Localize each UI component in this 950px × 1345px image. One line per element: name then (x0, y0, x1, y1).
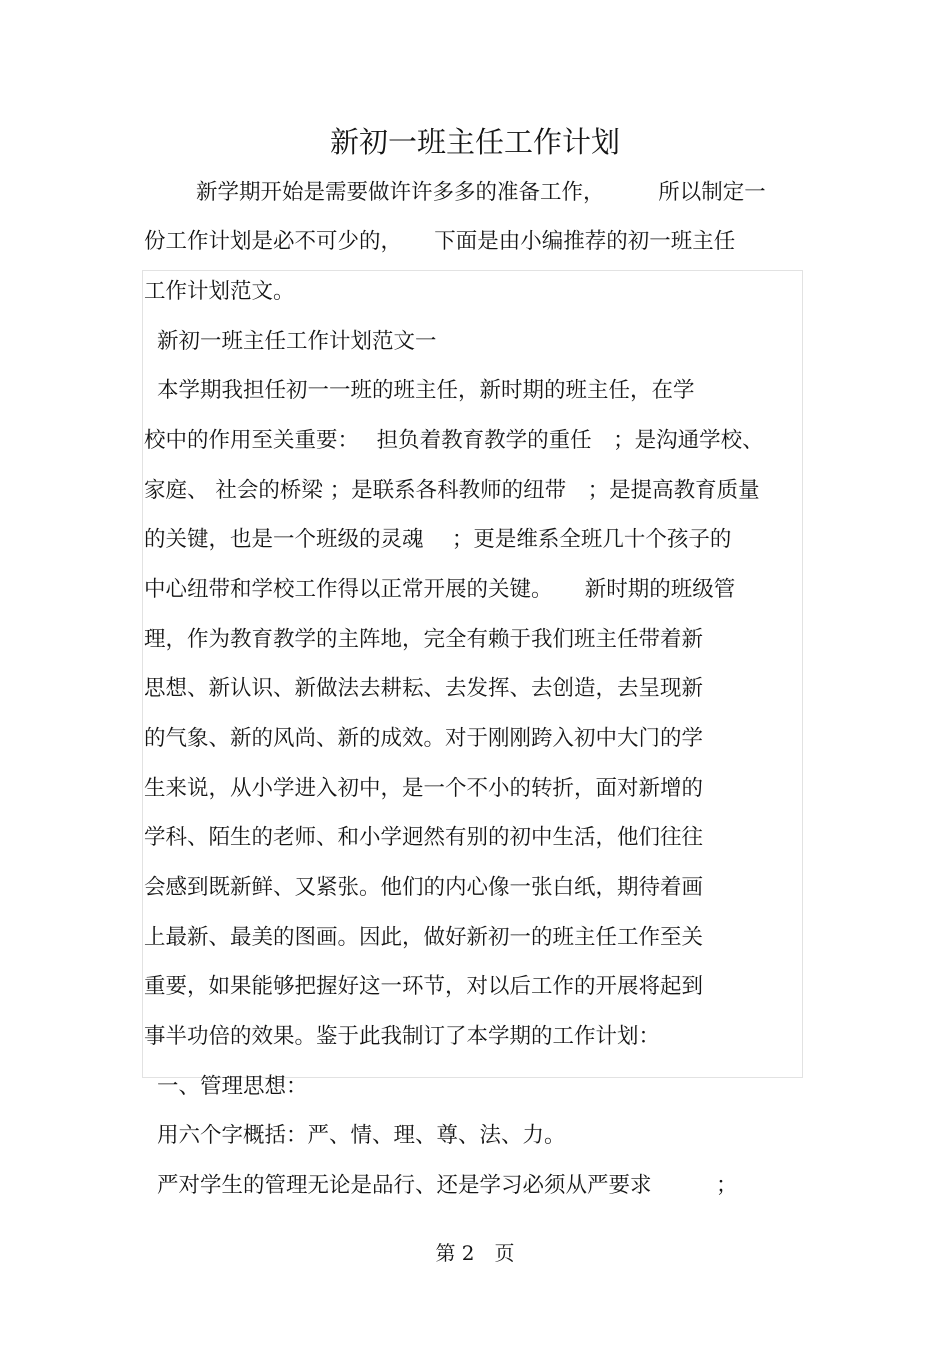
paragraph-line: 事半功倍的效果。鉴于此我制订了本学期的工作计划： (144, 1024, 661, 1049)
section-heading: 新初一班主任工作计划范文一 (157, 329, 437, 354)
paragraph-line: 生来说，从小学进入初中，是一个不小的转折，面对新增的 (144, 776, 704, 801)
paragraph-line: 家庭、 社会的桥梁 ；是联系各科教师的纽带 ；是提高教育质量 (144, 478, 760, 503)
paragraph-line: 中心纽带和学校工作得以正常开展的关键。 新时期的班级管 (144, 577, 736, 602)
paragraph-line: 本学期我担任初一一班的班主任，新时期的班主任，在学 (157, 378, 695, 403)
paragraph-line: 用六个字概括：严、情、理、尊、法、力。 (157, 1123, 566, 1148)
paragraph-line: 上最新、最美的图画。因此，做好新初一的班主任工作至关 (144, 925, 704, 950)
paragraph-line: 理，作为教育教学的主阵地，完全有赖于我们班主任带着新 (144, 627, 704, 652)
paragraph-line: 份工作计划是必不可少的， 下面是由小编推荐的初一班主任 (144, 229, 736, 254)
paragraph-line: 会感到既新鲜、又紧张。他们的内心像一张白纸，期待着画 (144, 875, 704, 900)
page-number-label: 第 2 页 (435, 1241, 515, 1265)
paragraph-line: 新学期开始是需要做许许多多的准备工作， 所以制定一 (196, 180, 766, 205)
paragraph-line: 的气象、新的风尚、新的成效。对于刚刚跨入初中大门的学 (144, 726, 704, 751)
paragraph-line: 严对学生的管理无论是品行、还是学习必须从严要求 ； (157, 1173, 738, 1198)
paragraph-line: 学科、陌生的老师、和小学迥然有别的初中生活，他们往往 (144, 825, 704, 850)
paragraph-line: 校中的作用至关重要： 担负着教育教学的重任 ；是沟通学校、 (144, 428, 764, 453)
paragraph-line: 工作计划范文。 (144, 279, 295, 304)
paragraph-line: 的关键，也是一个班级的灵魂 ；更是维系全班几十个孩子的 (144, 527, 732, 552)
paragraph-line: 重要，如果能够把握好这一环节，对以后工作的开展将起到 (144, 974, 704, 999)
paragraph-line: 思想、新认识、新做法去耕耘、去发挥、去创造，去呈现新 (144, 676, 704, 701)
page-number (0, 1238, 950, 1268)
section-heading: 一、管理思想： (157, 1074, 308, 1099)
document-title: 新初一班主任工作计划 (329, 125, 620, 159)
